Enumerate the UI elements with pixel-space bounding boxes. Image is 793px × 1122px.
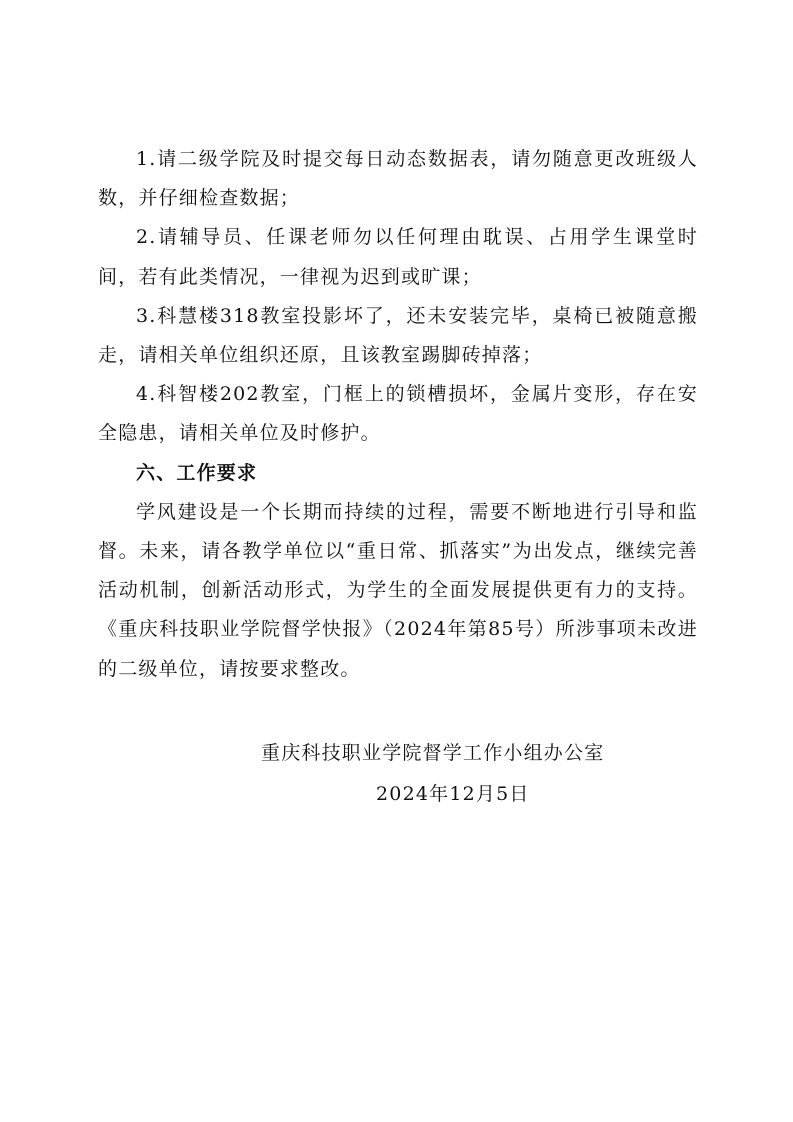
section-heading: 六、工作要求 — [136, 461, 258, 484]
list-item-4: 4.科智楼202教室，门框上的锁槽损坏，金属片变形，存在安全隐患，请相关单位及时修护。 — [98, 383, 698, 445]
list-item-2: 2.请辅导员、任课老师勿以任何理由耽误、占用学生课堂时间，若有此类情况，一律视为迟到或旷课； — [98, 226, 698, 288]
signature-organization: 重庆科技职业学院督学工作小组办公室 — [261, 742, 605, 764]
list-item-1: 1.请二级学院及时提交每日动态数据表，请勿随意更改班级人数，并仔细检查数据； — [98, 148, 698, 210]
document-body — [98, 140, 698, 689]
list-item-3: 3.科慧楼318教室投影坏了，还未安装完毕，桌椅已被随意搬走，请相关单位组织还原，且该教室踢脚砖掉落； — [98, 304, 698, 367]
signature-date: 2024年12月5日 — [376, 783, 530, 805]
section-body: 学风建设是一个长期而持续的过程，需要不断地进行引导和监督。未来，请各教学单位以“重日常、抓落实”为出发点，继续完善活动机制，创新活动形式，为学生的全面发展提供更有力的支持。《重庆科技职业学院督学快报》（2024年第85号）所涉事项未改进的二级单位，请按要求整改。 — [98, 500, 698, 680]
